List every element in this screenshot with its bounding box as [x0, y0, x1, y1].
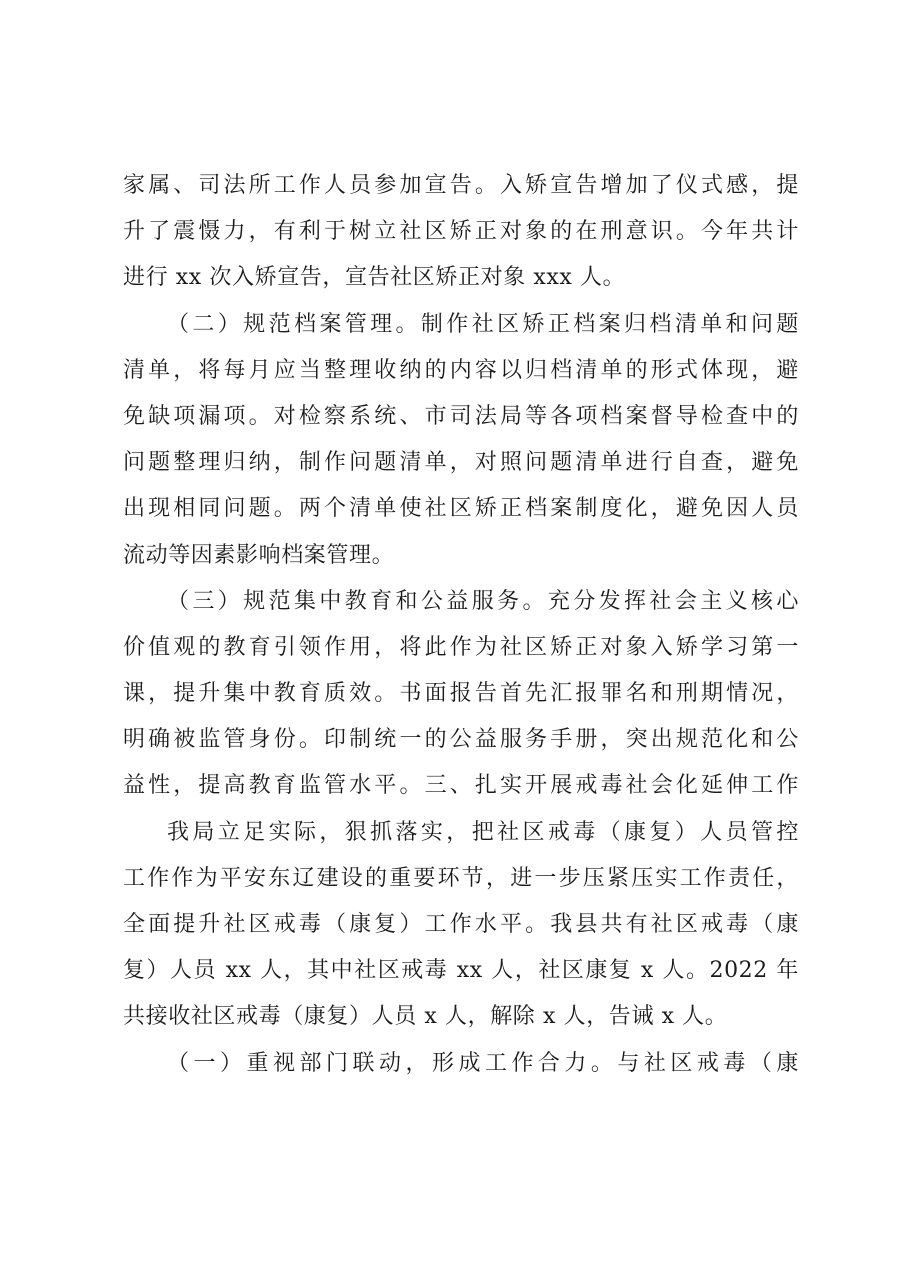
text-line: 复）人员 xx 人，其中社区戒毒 xx 人，社区康复 x 人。2022 年	[123, 958, 799, 984]
text-line: 升了震慑力，有利于树立社区矫正对象的在刑意识。今年共计	[123, 219, 799, 245]
text-line: 清单，将每月应当整理收纳的内容以归档清单的形式体现，避	[123, 357, 799, 383]
text-line: （三）规范集中教育和公益服务。充分发挥社会主义核心	[167, 588, 799, 614]
text-line: （一）重视部门联动，形成工作合力。与社区戒毒（康	[167, 1050, 799, 1076]
text-line: 家属、司法所工作人员参加宣告。入矫宣告增加了仪式感，提	[123, 173, 799, 198]
text-line: 价值观的教育引领作用，将此作为社区矫正对象入矫学习第一	[123, 634, 799, 660]
text-line: 进行 xx 次入矫宣告，宣告社区矫正对象 xxx 人。	[123, 265, 626, 291]
text-line: 流动等因素影响档案管理。	[123, 542, 395, 568]
text-line: 问题整理归纳，制作问题清单，对照问题清单进行自查，避免	[123, 450, 799, 476]
text-line: 明确被监管身份。印制统一的公益服务手册，突出规范化和公	[123, 727, 799, 753]
text-line: 我局立足实际，狠抓落实，把社区戒毒（康复）人员管控	[167, 819, 799, 845]
text-line: 免缺项漏项。对检察系统、市司法局等各项档案督导检查中的	[123, 403, 799, 429]
text-line: 益性，提高教育监管水平。三、扎实开展戒毒社会化延伸工作	[123, 773, 799, 799]
text-line: 课，提升集中教育质效。书面报告首先汇报罪名和刑期情况，	[123, 681, 799, 707]
text-line: 全面提升社区戒毒（康复）工作水平。我县共有社区戒毒（康	[123, 912, 799, 937]
document-body	[123, 163, 799, 1087]
text-line: 工作作为平安东辽建设的重要环节，进一步压紧压实工作责任，	[123, 865, 799, 891]
text-line: 出现相同问题。两个清单使社区矫正档案制度化，避免因人员	[123, 496, 799, 522]
text-line: 共接收社区戒毒（康复）人员 x 人，解除 x 人，告诫 x 人。	[123, 1004, 728, 1030]
text-line: （二）规范档案管理。制作社区矫正档案归档清单和问题	[167, 311, 799, 337]
